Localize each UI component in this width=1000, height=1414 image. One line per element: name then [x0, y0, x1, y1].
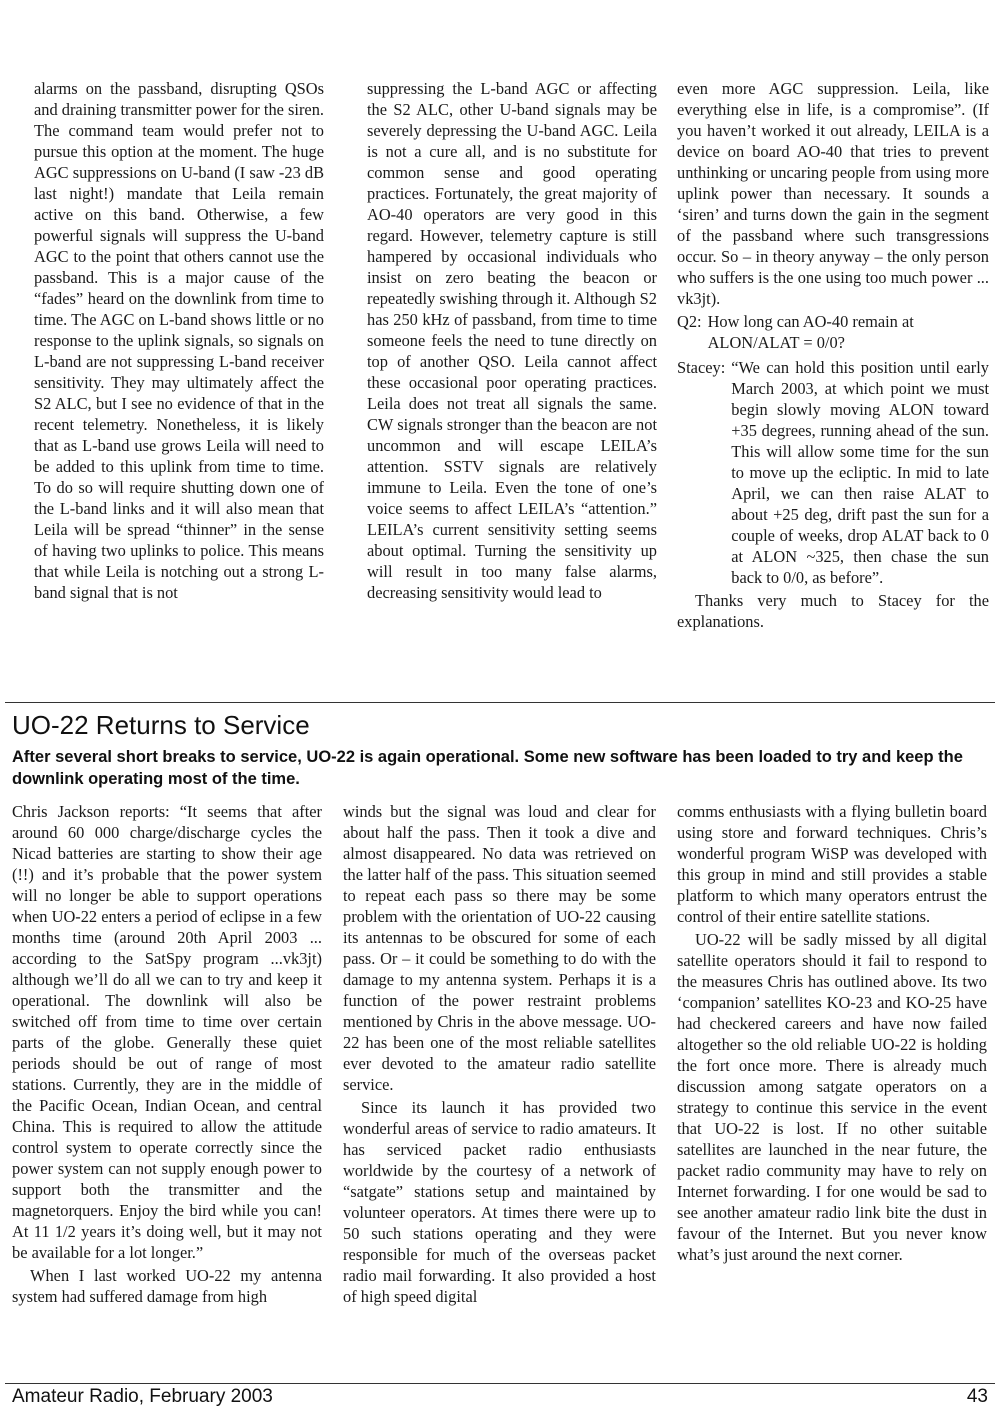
article-column-2 [343, 801, 656, 1307]
upper-col1-text: alarms on the passband, disrupting QSOs and draining transmitter power for the siren. The command team would prefer not to pursue this option at the moment. The huge AGC suppressions on U-band (I saw -23 dB last night!) mandate that Leila remain active on this band. Otherwise, a few powerful signals will suppress the U-band AGC to the point that others cannot use the passband. This is a major cause of the “fades” heard on the downlink from time to time. The AGC on L-band shows little or no response to the uplink signals, so signals on L-band are not suppressing L-band receiver sensitivity. They may ultimately affect the S2 ALC, but I see no evidence of that in the recent telemetry. Nonetheless, it is likely that as L-band use grows Leila will need to be added to this uplink from time to time. To do so will require shutting down one of the L-band links and it will also mean that Leila will be spread “thinner” in the sense of having two uplinks to police. This means that while Leila is notching out a strong L-band signal that is not [34, 79, 324, 602]
stacey-label: Stacey: [677, 358, 726, 377]
answer-stacey [677, 357, 989, 588]
footer-publication: Amateur Radio, February 2003 [12, 1386, 273, 1407]
upper-col2-text: suppressing the L-band AGC or affecting the S2 ALC, other U-band signals may be severely depressing the U-band AGC. Leila is not a cure all, and is no substitute for common sense and good operating practices. Fortunately, the great majority of AO-40 operators are very good in this regard. However, telemetry capture is still hampered by occasional individuals who insist on zero beating the beacon or repeatedly swishing through it. Although S2 has 250 kHz of passband, from time to time someone feels the need to tune directly on top of another QSO. Leila cannot affect these occasional poor operating practices. Leila does not treat all signals the same. CW signals stronger than the beacon are not uncommon and will escape LEILA’s attention. SSTV signals are relatively immune to Leila. Even the tone of one’s voice seems to affect LEILA’s “attention.” LEILA’s current sensitivity setting seems about optimal. Turning the sensitivity up will result in too many false alarms, decreasing sensitivity would lead to [367, 79, 657, 602]
q2-label: Q2: [677, 312, 702, 331]
article-column-3 [677, 801, 987, 1265]
article-headline: UO-22 Returns to Service [12, 710, 310, 740]
article-divider [5, 702, 995, 703]
upper-column-1 [34, 78, 324, 603]
article-col1-para2: When I last worked UO-22 my antenna system had suffered damage from high [12, 1266, 322, 1306]
upper-column-2 [367, 78, 657, 603]
q2-text: How long can AO-40 remain at ALON/ALAT = 0/0? [707, 312, 914, 352]
article-column-1 [12, 801, 322, 1307]
thanks-text: Thanks very much to Stacey for the explanations. [677, 591, 989, 631]
article-col2-para2: Since its launch it has provided two wonderful areas of service to radio amateurs. It has serviced packet radio enthusiasts worldwide by the courtesy of a network of “satgate” stations setup and maintained by volunteer operators. At times there were up to 50 such stations operating and they were responsible for much of the overseas packet radio mail forwarding. It also provided a host of high speed digital [343, 1098, 656, 1306]
footer-page-number: 43 [966, 1386, 988, 1407]
upper-column-3 [677, 78, 989, 632]
article-col2-para1: winds but the signal was loud and clear for about half the pass. Then it took a dive and almost disappeared. No data was retrieved on the latter half of the pass. This situation seemed to repeat each pass so there may be some problem with the orientation of UO-22 causing its antennas to be obscured for some of each pass. Or – it could be something to do with the damage to my antenna system. Perhaps it is a function of the power restraint problems mentioned by Chris in the above message. UO-22 has been one of the most reliable satellites ever devoted to the amateur radio satellite service. [343, 802, 656, 1094]
article-standfirst: After several short breaks to service, UO-22 is again operational. Some new software has been loaded to try and keep the downlink operating most of the time. [12, 748, 963, 788]
footer-rule [5, 1383, 995, 1384]
article-col3-para2: UO-22 will be sadly missed by all digital satellite operators should it fail to respond to the measures Chris has outlined above. Its two ‘companion’ satellites KO-23 and KO-25 have had checkered careers and have now failed altogether so the old reliable UO-22 is holding the fort once more. There is already much discussion among satgate operators on a strategy to continue this service in the event that UO-22 is lost. If no other suitable satellites are launched in the near future, the packet radio community may have to rely on Internet forwarding. I for one would be sad to see another amateur radio link bite the dust in favour of the Internet. But you never know what’s just around the next corner. [677, 930, 987, 1264]
upper-col3-text: even more AGC suppression. Leila, like everything else in life, is a compromise”. (If you haven’t worked it out already, LEILA is a device on board AO-40 that tries to prevent unthinking or uncaring people from using more uplink power than necessary. It sounds a ‘siren’ and turns down the gain in the segment of the passband where such transgressions occur. So – in theory anyway – the only person who suffers is the one using too much power ... vk3jt). [677, 79, 989, 308]
article-col3-para1: comms enthusiasts with a flying bulletin board using store and forward techniques. Chris’s wonderful program WiSP was developed with this group in mind and still provides a stable platform to which many operators entrust the control of their entire satellite stations. [677, 802, 987, 926]
question-q2 [677, 311, 989, 353]
stacey-text: “We can hold this position until early March 2003, at which point we must begin slowly moving ALON toward +35 degrees, running ahead of the sun. This will allow some time for the sun to move up the ecliptic. In mid to late April, we can then raise ALAT to about +25 deg, drift past the sun for a couple of weeks, drop ALAT back to 0 at ALON ~325, then chase the sun back to 0/0, as before”. [731, 358, 989, 587]
article-col1-para1: Chris Jackson reports: “It seems that after around 60 000 charge/discharge cycles the Nicad batteries are starting to show their age (!!) and it’s probable that the power system will no longer be able to support operations when UO-22 enters a period of eclipse in a few months time (around 20th April 2003 ... according to the SatSpy program ...vk3jt) although we’ll do all we can to try and keep it operational. The downlink will also be switched off from time to time over certain parts of the globe. Generally these quiet periods should be out of range of most stations. Currently, they are in the middle of the Pacific Ocean, Indian Ocean, and central China. This is required to allow the attitude control system to operate correctly since the power system can not supply enough power to support both the transmitter and the magnetorquers. Enjoy the bird while you can! At 11 1/2 years it’s doing well, but it may not be available for a lot longer.” [12, 802, 322, 1262]
